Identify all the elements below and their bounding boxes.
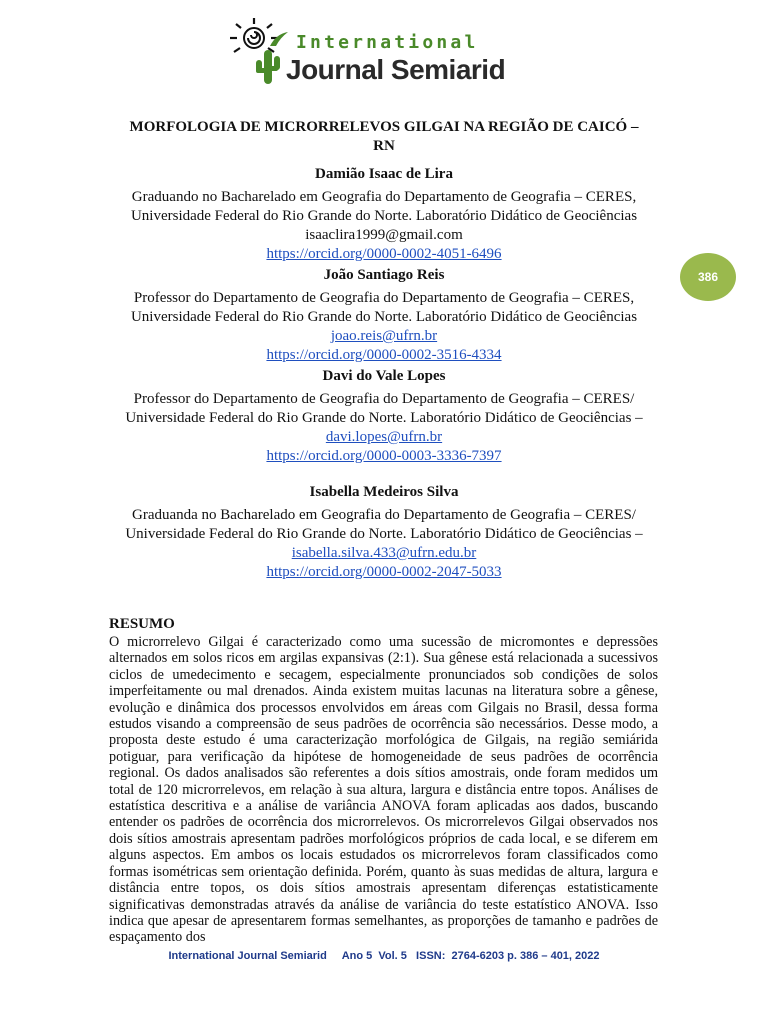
author-affiliation: Graduanda no Bacharelado em Geografia do Departamento de Geografia – CERES/ <box>132 507 636 523</box>
author-affiliation: Professor do Departamento de Geografia do Departamento de Geografia – CERES/ <box>133 391 635 407</box>
footer-journal: International Journal Semiarid <box>168 950 327 962</box>
author-affiliation: Universidade Federal do Rio Grande do Norte. Laboratório Didático de Geociências <box>130 208 638 224</box>
author-name: Davi do Vale Lopes <box>322 368 446 384</box>
author-name: Damião Isaac de Lira <box>315 166 453 182</box>
author-email: isaaclira1999@gmail.com <box>305 227 463 243</box>
author-affiliation: Universidade Federal do Rio Grande do Norte. Laboratório Didático de Geociências – <box>125 526 643 542</box>
author-block-1 <box>100 165 668 264</box>
author-name: Isabella Medeiros Silva <box>309 484 459 500</box>
author-email-link[interactable]: isabella.silva.433@ufrn.edu.br <box>291 545 477 561</box>
author-email-link[interactable]: joao.reis@ufrn.br <box>330 328 438 344</box>
page-footer <box>0 950 768 962</box>
resumo-body: O microrrelevo Gilgai é caracterizado como uma sucessão de micromontes e depressões alternados em solos ricos em argilas expansivas (2:1). Sua gênese está relacionada a sucessivos ciclos de umedecimento e secagem, especialmente pronunciados sob condições de solos imperfeitamente ou mal drenados. Ainda existem muitas lacunas na literatura sobre a gênese, evolução e dinâmica dos processos envolvidos em áreas com Gilgais no Brasil, dessa forma estudos visando a compreensão de seus padrões de ocorrência são necessários. Desse modo, a proposta deste estudo é uma caracterização morfológica de Gilgais, na região semiárida potiguar, para verificação da hipótese de homogeneidade de seus padrões de ocorrência regional. Os dados analisados são referentes a dois sítios amostrais, onde foram medidos um total de 120 microrrelevos, em relação à sua altura, largura e distância entre topos. Análises de estatística descritiva e a análise de variância ANOVA foram aplicadas aos dados, buscando entender os padrões de ocorrência dos microrrelevos. Os microrrelevos Gilgai observados nos dois sítios amostrais apresentam padrões morfológicos próprios de cada local, e se diferem em alguns aspectos. Em ambos os locais estudados os microrrelevos foram classificados como formas isométricas sem orientação definida. Porém, quanto às suas medidas de altura, largura e distância entre topos, os dois sítios amostrais apresentam diferenças estatisticamente significativas demonstradas através da análise de variância do teste estatístico ANOVA. Isso indica que apesar de apresentarem formas semelhantes, as proporções de tamanho e padrões de espaçamento dos <box>109 634 658 946</box>
author-affiliation: Universidade Federal do Rio Grande do Norte. Laboratório Didático de Geociências <box>130 309 638 325</box>
author-block-2 <box>100 266 668 365</box>
footer-issue: Ano 5 Vol. 5 ISSN: 2764-6203 p. 386 – 401, 2022 <box>341 950 600 962</box>
journal-header <box>226 16 536 92</box>
author-affiliation: Universidade Federal do Rio Grande do Norte. Laboratório Didático de Geociências – <box>125 410 643 426</box>
page-number-badge: 386 <box>680 253 736 301</box>
author-orcid-link[interactable]: https://orcid.org/0000-0003-3336-7397 <box>266 448 502 464</box>
author-orcid-link[interactable]: https://orcid.org/0000-0002-3516-4334 <box>266 347 502 363</box>
author-affiliation: Graduando no Bacharelado em Geografia do Departamento de Geografia – CERES, <box>131 189 637 205</box>
sun-cactus-logo-icon <box>226 16 290 88</box>
author-affiliation: Professor do Departamento de Geografia do Departamento de Geografia – CERES, <box>133 290 635 306</box>
title-line-1: MORFOLOGIA DE MICRORRELEVOS GILGAI NA REGIÃO DE CAICÓ – <box>129 119 639 135</box>
title-line-2: RN <box>373 138 395 154</box>
author-name: João Santiago Reis <box>323 267 445 283</box>
author-block-3 <box>100 367 668 466</box>
author-email-link[interactable]: davi.lopes@ufrn.br <box>325 429 443 445</box>
author-orcid-link[interactable]: https://orcid.org/0000-0002-2047-5033 <box>266 564 502 580</box>
journal-logo-line2: Journal Semiarid <box>286 54 506 85</box>
resumo-heading: RESUMO <box>109 616 175 632</box>
author-block-4 <box>100 483 668 582</box>
journal-logo-line1: International <box>296 32 479 53</box>
paper-title <box>110 118 658 156</box>
author-orcid-link[interactable]: https://orcid.org/0000-0002-4051-6496 <box>266 246 502 262</box>
